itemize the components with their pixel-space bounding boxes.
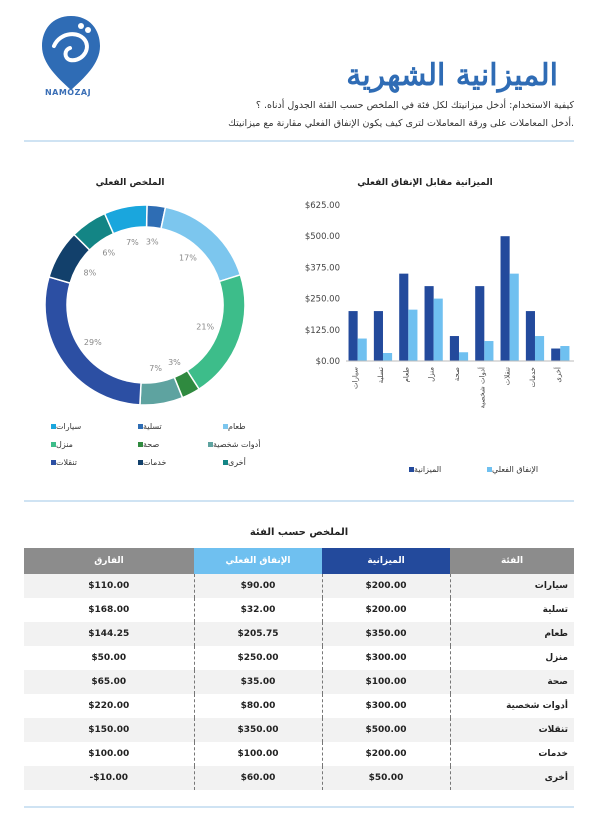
legend-item-home	[48, 440, 73, 449]
x-tick-label: سيارات	[351, 367, 360, 390]
bar-budget	[551, 349, 560, 361]
legend-item-health	[135, 440, 159, 449]
donut-chart-title: الملخص الفعلي	[95, 178, 165, 188]
bar-budget	[475, 286, 484, 361]
cell-budget: $300.00	[322, 646, 450, 670]
divider-top	[24, 140, 574, 142]
legend-item-personal	[205, 440, 260, 449]
table-row	[24, 694, 574, 718]
bar-budget	[349, 311, 358, 361]
cell-diff: $65.00	[24, 670, 194, 694]
donut-slice	[140, 377, 183, 405]
table-title: الملخص حسب الفئة	[249, 527, 349, 538]
bar-actual	[484, 341, 493, 361]
legend-item-services	[135, 458, 166, 467]
slice-label: 17%	[179, 253, 197, 263]
cell-category: خدمات	[450, 742, 574, 766]
cell-budget: $200.00	[322, 574, 450, 598]
cell-diff: $110.00	[24, 574, 194, 598]
x-tick-label: تنقلات	[503, 367, 512, 386]
brand-name: NAMOZAJ	[44, 88, 92, 97]
bar-chart-title: الميزانية مقابل الإنفاق الفعلي	[357, 178, 493, 188]
table-row	[24, 742, 574, 766]
table-row	[24, 574, 574, 598]
cell-actual: $32.00	[194, 598, 322, 622]
donut-slice	[105, 205, 147, 234]
cell-budget: $50.00	[322, 766, 450, 790]
legend-item-cars	[48, 422, 81, 431]
bar-budget	[501, 236, 510, 361]
x-tick-label: صحة	[452, 367, 461, 382]
cell-budget: $500.00	[322, 718, 450, 742]
cell-diff: $168.00	[88, 605, 130, 615]
header-budget: الميزانية	[322, 548, 450, 574]
bar-actual	[358, 339, 367, 361]
cell-budget: $200.00	[322, 598, 450, 622]
y-tick-label: $0.00	[315, 357, 340, 367]
cell-actual: $250.00	[194, 646, 322, 670]
table-row	[24, 766, 574, 790]
cell-actual: $205.75	[194, 622, 322, 646]
cell-diff: -$10.00	[24, 766, 194, 790]
bar-budget	[425, 286, 434, 361]
summary-table	[24, 548, 574, 790]
legend-label: تنقلات	[56, 458, 77, 467]
legend-item-actual	[484, 465, 538, 474]
cell-budget: $100.00	[322, 670, 450, 694]
cell-actual: $35.00	[194, 670, 322, 694]
x-tick-label: طعام	[402, 367, 411, 383]
y-tick-label: $250.00	[304, 294, 340, 305]
table-row	[24, 622, 574, 646]
cell-diff: $144.25	[24, 622, 194, 646]
cell-actual: $350.00	[194, 718, 322, 742]
bar-actual	[535, 336, 544, 361]
cell-category: صحة	[450, 670, 574, 694]
cell-budget: $200.00	[322, 742, 450, 766]
header-diff: الفارق	[24, 548, 194, 574]
cell-diff: $150.00	[24, 718, 194, 742]
cell-category: تنقلات	[450, 718, 574, 742]
table-row	[24, 718, 574, 742]
legend-item-budget	[406, 465, 441, 474]
cell-category: طعام	[450, 622, 574, 646]
y-tick-label: $375.00	[304, 263, 340, 274]
x-tick-label: خدمات	[528, 367, 537, 388]
legend-label: سيارات	[56, 422, 82, 431]
slice-label: 6%	[102, 248, 116, 258]
bar-actual	[434, 299, 443, 361]
bar-actual	[560, 346, 569, 361]
cell-diff: $100.00	[88, 749, 130, 759]
slice-label: 8%	[83, 268, 97, 278]
slice-label: 7%	[149, 364, 162, 374]
bar-budget	[526, 311, 535, 361]
cell-category: أخرى	[450, 766, 574, 790]
legend-item-entertainment	[135, 422, 162, 431]
cell-category: تسلية	[450, 598, 574, 622]
x-tick-label: أخرى	[554, 367, 563, 383]
slice-label: 29%	[83, 338, 102, 348]
legend-label: صحة	[143, 440, 160, 449]
cell-actual: $90.00	[194, 574, 322, 598]
bar-actual	[383, 353, 392, 361]
slice-label: 3%	[168, 357, 181, 367]
legend-item-transport	[48, 458, 77, 467]
cell-category: أدوات شخصية	[450, 694, 574, 718]
y-tick-label: $500.00	[304, 232, 340, 243]
table-row	[24, 670, 574, 694]
slice-label: 7%	[126, 238, 139, 248]
cell-diff: $50.00	[91, 653, 127, 663]
instruction-line-2: .أدخل المعاملات على ورقة المعاملات لترى كيف يكون الإنفاق الفعلي مقارنة مع ميزانيتك	[228, 118, 574, 129]
divider-middle	[24, 500, 574, 502]
legend-label: تسلية	[143, 422, 162, 431]
table-row	[24, 598, 574, 622]
header-category: الفئة	[450, 548, 574, 574]
y-tick-label: $125.00	[304, 325, 340, 336]
legend-item-food	[220, 422, 246, 431]
cell-actual: $100.00	[194, 742, 322, 766]
legend-label: طعام	[228, 422, 246, 431]
instruction-line-1: كيفية الاستخدام: أدخل ميزانيتك لكل فئة في الملخص حسب الفئة الجدول أدناه. ؟	[255, 100, 574, 111]
legend-label: الإنفاق الفعلي	[492, 465, 539, 474]
donut-slice	[161, 207, 240, 281]
legend-label: أدوات شخصية	[213, 440, 261, 449]
legend-label: خدمات	[143, 458, 167, 467]
table-row	[24, 646, 574, 670]
cell-actual: $80.00	[194, 694, 322, 718]
table-header-row	[24, 548, 574, 574]
x-tick-label: تسلية	[376, 367, 385, 384]
bar-chart	[290, 195, 580, 425]
bar-budget	[450, 336, 459, 361]
y-tick-label: $625.00	[304, 201, 340, 211]
donut-chart	[40, 200, 250, 410]
namozaj-logo	[36, 12, 106, 98]
slice-label: 21%	[196, 322, 215, 332]
cell-diff: $220.00	[88, 701, 130, 711]
divider-bottom	[24, 806, 574, 808]
cell-budget: $300.00	[322, 694, 450, 718]
x-tick-label: منزل	[427, 367, 436, 382]
legend-label: أخرى	[228, 458, 246, 467]
slice-label: 3%	[145, 237, 159, 247]
bar-actual	[408, 310, 417, 361]
bar-budget	[399, 274, 408, 361]
legend-label: منزل	[56, 440, 73, 449]
legend-label: الميزانية	[414, 465, 442, 474]
page-title: الميزانية الشهرية	[346, 58, 558, 93]
bar-actual	[510, 274, 519, 361]
cell-actual: $60.00	[194, 766, 322, 790]
bar-actual	[459, 352, 468, 361]
x-tick-label: أدوات شخصية	[478, 367, 487, 409]
cell-category: سيارات	[450, 574, 574, 598]
legend-item-other	[220, 458, 246, 467]
bar-budget	[374, 311, 383, 361]
cell-category: منزل	[450, 646, 574, 670]
donut-slice	[187, 275, 245, 389]
cell-budget: $350.00	[322, 622, 450, 646]
header-actual: الإنفاق الفعلي	[194, 548, 322, 574]
